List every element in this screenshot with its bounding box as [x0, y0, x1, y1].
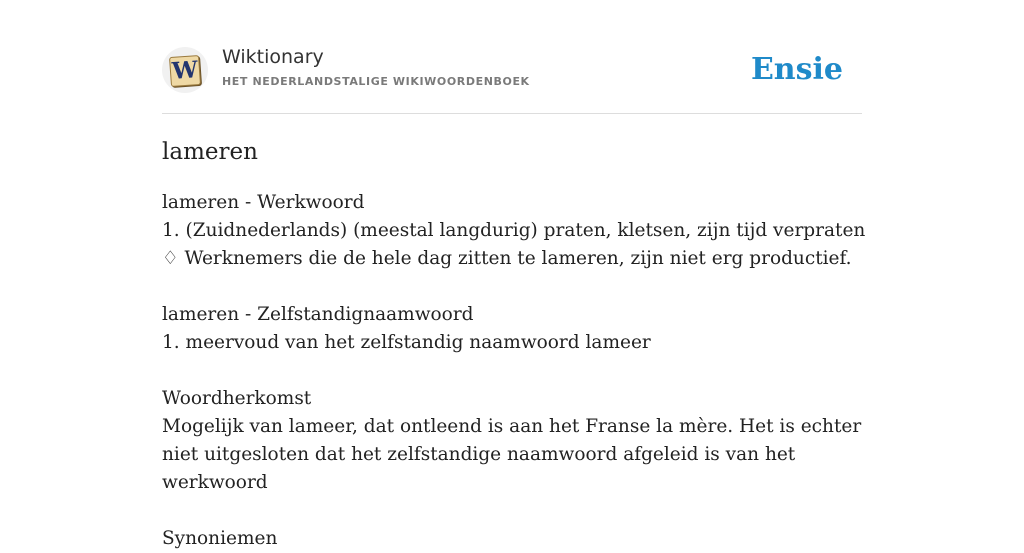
section-woordherkomst	[162, 385, 862, 497]
site-subtitle: HET NEDERLANDSTALIGE WIKIWOORDENBOEK	[222, 75, 530, 88]
header-divider	[162, 113, 862, 114]
entry-content	[162, 135, 866, 553]
example-line: ♢ Werknemers die de hele dag zitten te lameren, zijn niet erg productief.	[162, 248, 852, 269]
logo-letter: W	[169, 55, 201, 87]
section-heading: Woordherkomst	[162, 388, 312, 409]
site-header	[162, 45, 862, 95]
spacer	[162, 273, 862, 301]
definition-line: 1. meervoud van het zelfstandig naamwoord lameer	[162, 332, 651, 353]
definition-line: 1. (Zuidnederlands) (meestal langdurig) praten, kletsen, zijn tijd verpraten	[162, 220, 866, 241]
spacer	[162, 357, 862, 385]
site-name[interactable]: Wiktionary	[222, 46, 324, 68]
spacer	[162, 497, 862, 525]
section-synoniemen	[162, 525, 862, 553]
wiktionary-logo-icon[interactable]	[162, 47, 208, 93]
section-heading: lameren - Zelfstandignaamwoord	[162, 304, 474, 325]
section-heading: Synoniemen	[162, 528, 278, 549]
ensie-brand-link[interactable]: Ensie	[750, 52, 843, 87]
section-werkwoord	[162, 189, 866, 273]
section-zelfstandignaamwoord	[162, 301, 862, 357]
section-heading: lameren - Werkwoord	[162, 192, 365, 213]
page-title: lameren	[162, 139, 258, 165]
etymology-text: Mogelijk van lameer, dat ontleend is aan het Franse la mère. Het is echter niet uitgesloten dat het zelfstandige naamwoord afgeleid is van het werkwoord	[162, 416, 862, 493]
